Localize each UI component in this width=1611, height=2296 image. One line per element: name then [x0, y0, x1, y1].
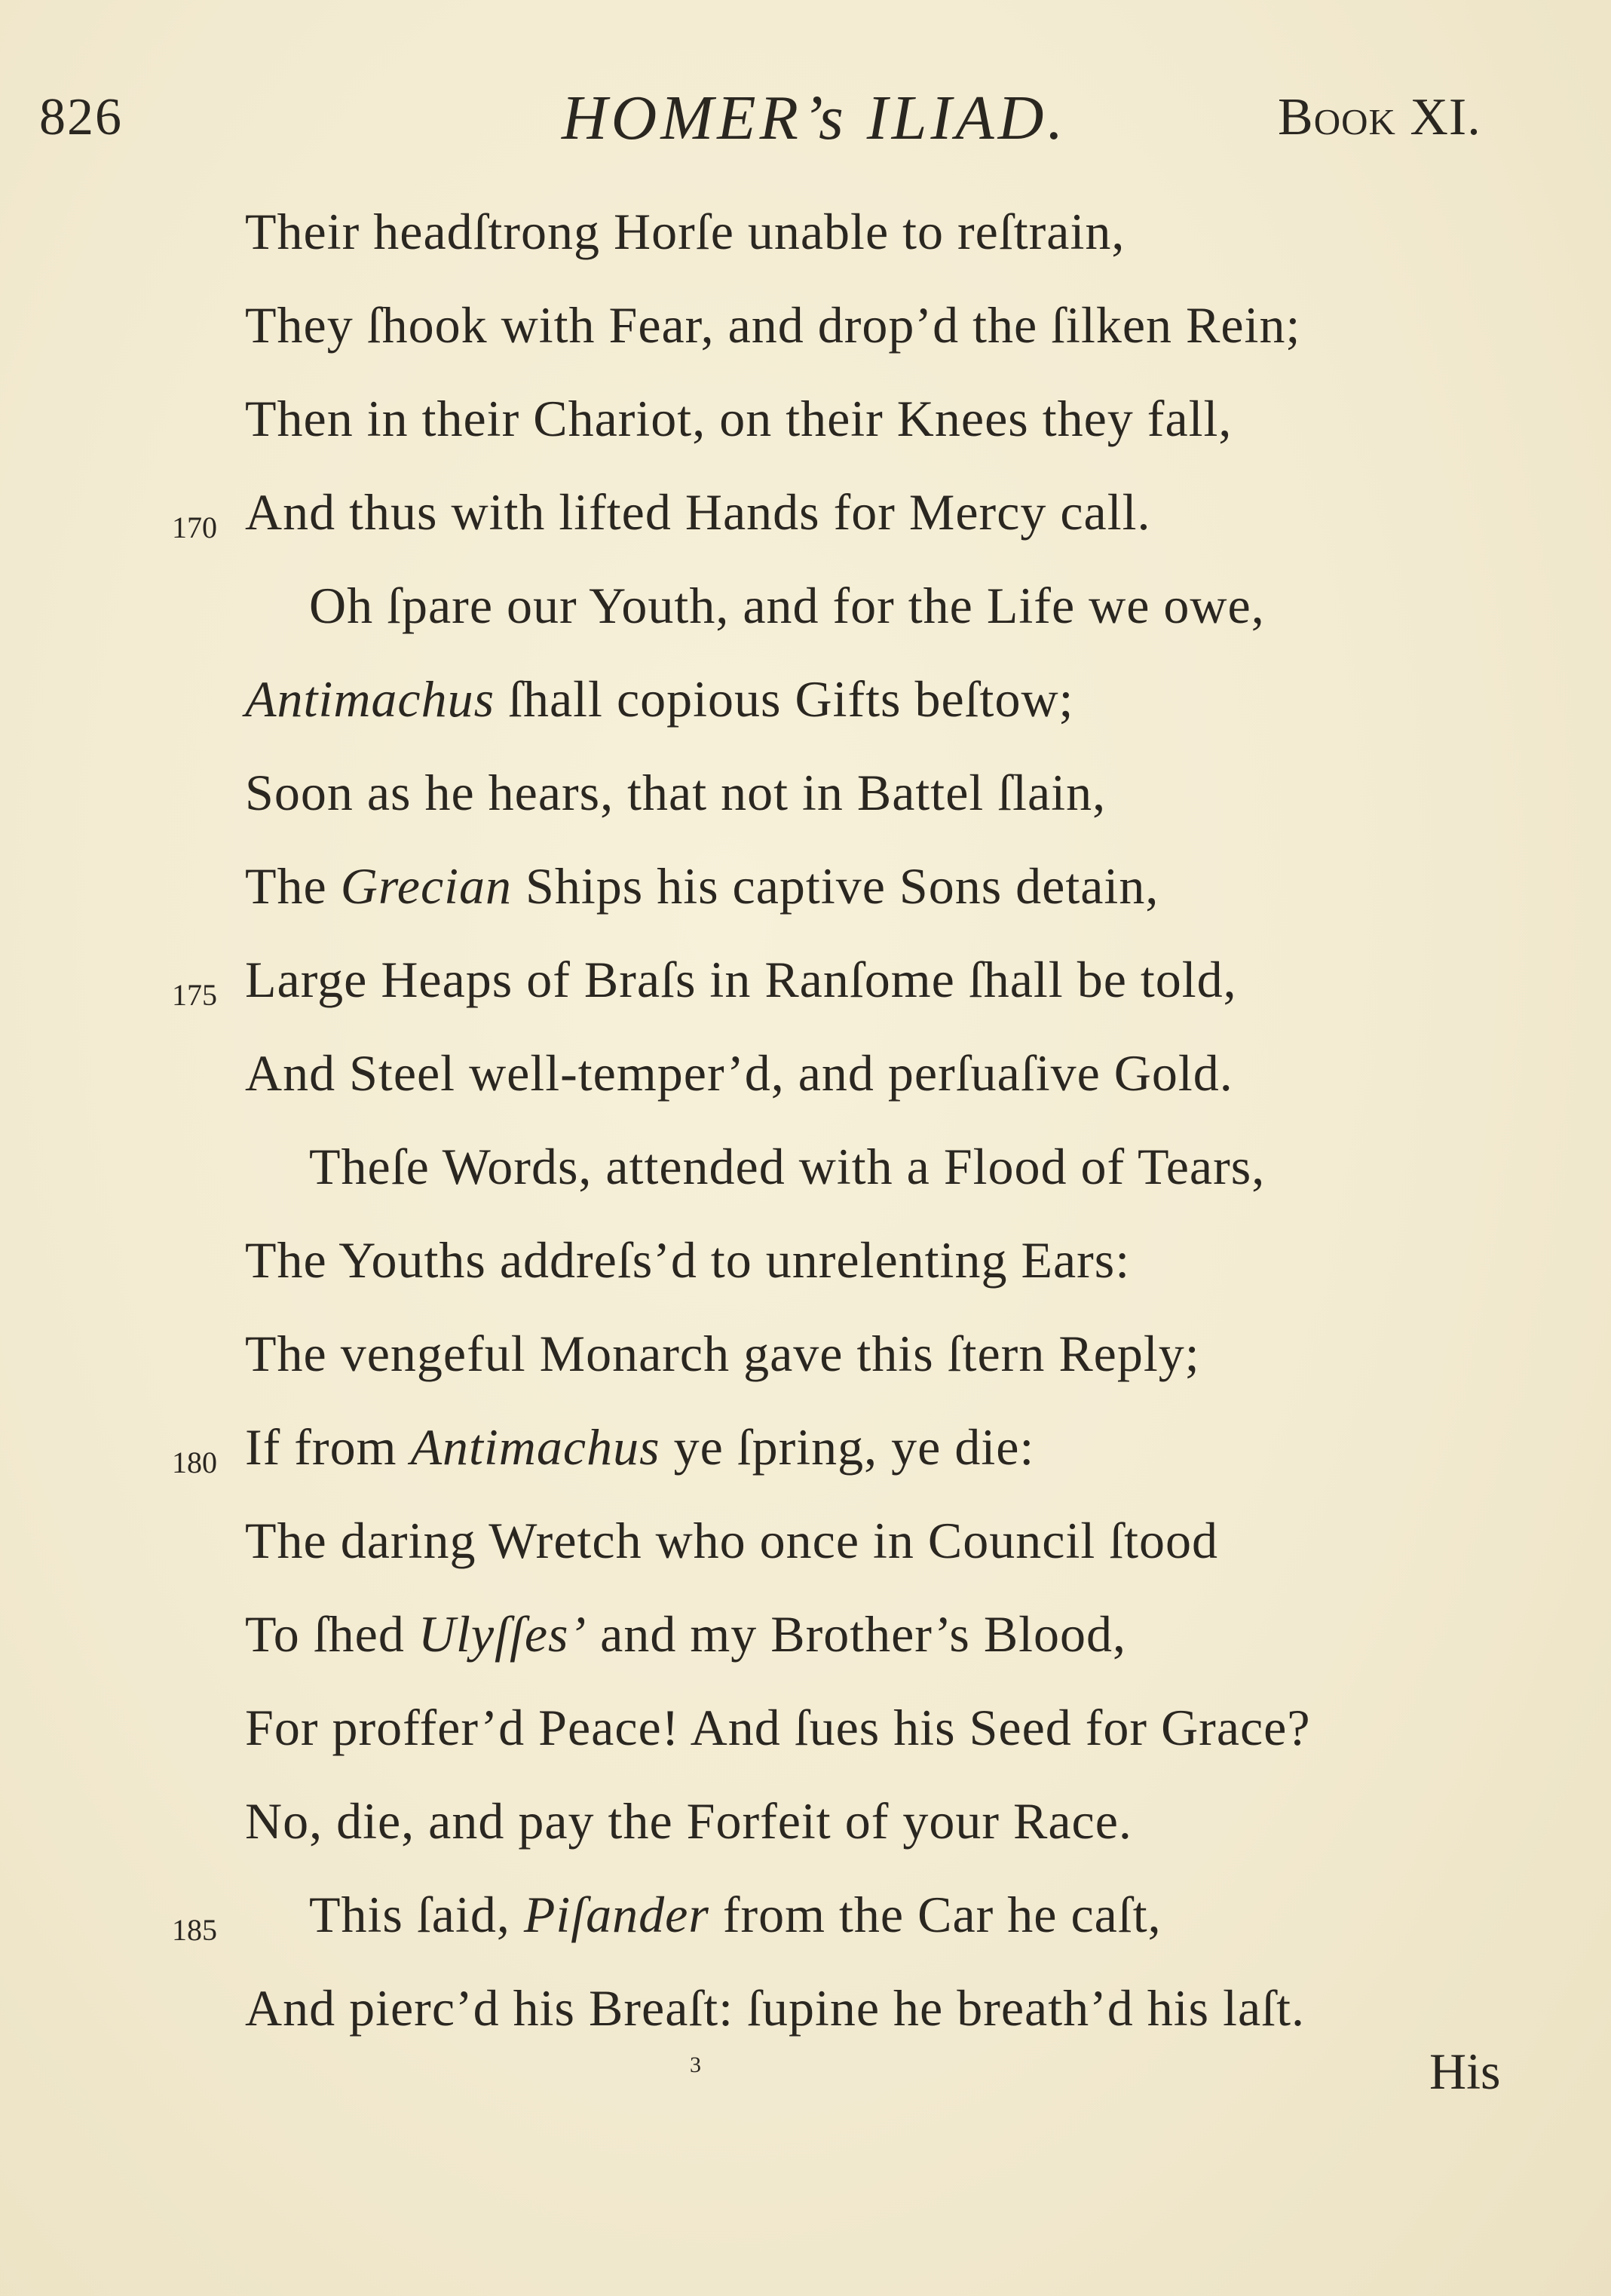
verse-line: [0, 763, 1611, 857]
running-title: HOMER’s ILIAD.: [562, 83, 1067, 153]
page-number: 826: [39, 88, 123, 146]
italic-name: Grecian: [340, 857, 513, 915]
verse-line: [0, 1792, 1611, 1885]
verse-text: [245, 389, 1232, 449]
verse-text: [245, 1511, 1218, 1571]
verse-segment: Theſe Words, attended with a Flood of Tears,: [309, 1138, 1266, 1195]
printer-signature: 3: [690, 2052, 701, 2077]
verse-line: [0, 576, 1611, 670]
verse-segment: This ſaid,: [309, 1886, 524, 1943]
italic-name: Ulyſſes’: [418, 1605, 587, 1663]
line-number: 175: [172, 978, 217, 1012]
verse-segment: And Steel well-temper’d, and perſuaſive Gold.: [245, 1044, 1233, 1102]
verse-line: [0, 483, 1611, 576]
verse-text: [309, 1137, 1265, 1197]
verse-text: [245, 670, 1073, 729]
verse-segment: To ſhed: [245, 1605, 418, 1663]
italic-name: Antimachus: [245, 670, 495, 728]
verse-line: [0, 202, 1611, 296]
verse-text: [245, 1324, 1200, 1384]
verse-segment: and my Brother’s Blood,: [587, 1605, 1127, 1663]
verse-text: [245, 202, 1125, 262]
verse-segment: And thus with lifted Hands for Mercy call.: [245, 483, 1151, 541]
verse-text: [245, 950, 1237, 1010]
verse-line: [0, 1137, 1611, 1231]
verse-line: [0, 1418, 1611, 1511]
verse-segment: No, die, and pay the Forfeit of your Race.: [245, 1792, 1132, 1850]
verse-line: [0, 1885, 1611, 1979]
verse-line: [0, 1698, 1611, 1792]
verse-segment: The Youths addreſs’d to unrelenting Ears:: [245, 1231, 1131, 1289]
verse-line: [0, 950, 1611, 1044]
verse-text: [245, 1605, 1126, 1664]
verse-segment: And pierc’d his Breaſt: ſupine he breath’d his laſt.: [245, 1979, 1305, 2037]
italic-name: Antimachus: [410, 1418, 660, 1476]
verse-line: [0, 389, 1611, 483]
verse-segment: The daring Wretch who once in Council ſtood: [245, 1512, 1219, 1569]
verse-block: [0, 202, 1611, 2072]
verse-text: [245, 1418, 1034, 1477]
verse-segment: If from: [245, 1418, 411, 1476]
verse-line: [0, 1979, 1611, 2072]
verse-segment: Soon as he hears, that not in Battel ſlain,: [245, 764, 1107, 821]
verse-segment: Then in their Chariot, on their Knees they fall,: [245, 390, 1233, 447]
verse-line: [0, 1605, 1611, 1698]
verse-segment: Ships his captive Sons detain,: [512, 857, 1159, 915]
verse-segment: They ſhook with Fear, and drop’d the ſilken Rein;: [245, 296, 1301, 354]
verse-text: [309, 576, 1265, 636]
verse-segment: ye ſpring, ye die:: [660, 1418, 1035, 1476]
verse-text: [245, 1792, 1132, 1851]
verse-line: [0, 1231, 1611, 1324]
verse-text: [245, 483, 1151, 542]
verse-line: [0, 296, 1611, 389]
italic-name: Piſander: [523, 1886, 709, 1943]
line-number: 185: [172, 1913, 217, 1947]
verse-segment: Oh ſpare our Youth, and for the Life we owe,: [309, 577, 1265, 634]
book-label: Book XI.: [1278, 88, 1481, 146]
verse-text: [245, 1044, 1233, 1103]
verse-segment: For proffer’d Peace! And ſues his Seed for Grace?: [245, 1699, 1311, 1756]
verse-text: [245, 1231, 1130, 1290]
verse-segment: from the Car he caſt,: [709, 1886, 1162, 1943]
verse-text: [245, 296, 1300, 355]
verse-text: [245, 1698, 1311, 1758]
verse-line: [0, 670, 1611, 763]
verse-segment: Large Heaps of Braſs in Ranſome ſhall be told,: [245, 951, 1237, 1008]
running-head: [0, 75, 1611, 158]
verse-text: [309, 1885, 1162, 1945]
verse-text: [245, 857, 1159, 916]
verse-text: [245, 1979, 1305, 2038]
verse-segment: Their headſtrong Horſe unable to reſtrain,: [245, 203, 1126, 260]
verse-line: [0, 1324, 1611, 1418]
verse-segment: ſhall copious Gifts beſtow;: [495, 670, 1074, 728]
verse-line: [0, 1044, 1611, 1137]
verse-line: [0, 1511, 1611, 1605]
line-number: 180: [172, 1445, 217, 1479]
verse-line: [0, 857, 1611, 950]
verse-text: [245, 763, 1106, 823]
verse-segment: The: [245, 857, 341, 915]
line-number: 170: [172, 510, 217, 544]
catchword: His: [1429, 2043, 1501, 2100]
verse-segment: The vengeful Monarch gave this ſtern Reply;: [245, 1325, 1200, 1382]
